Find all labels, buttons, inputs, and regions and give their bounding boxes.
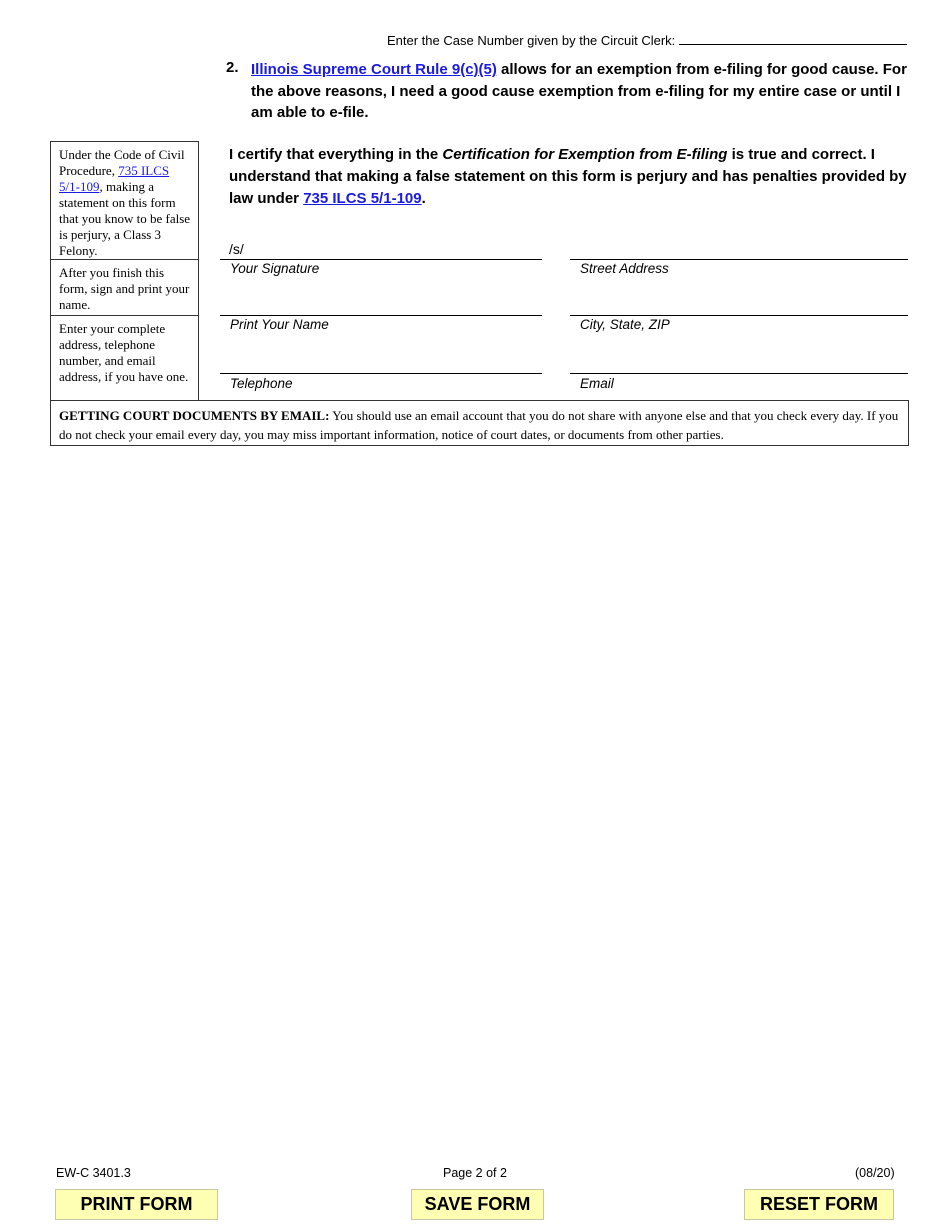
item-number: 2. [226,59,239,76]
item-2-text [251,59,911,124]
certification-title: Certification for Exemption from E-filing [442,146,728,163]
case-number-label: Enter the Case Number given by the Circuit Clerk: [387,33,676,48]
supreme-court-rule-link[interactable]: Illinois Supreme Court Rule 9(c)(5) [251,61,497,78]
sign-instruction-text: After you finish this form, sign and print your name. [59,265,190,312]
telephone-label: Telephone [230,376,293,391]
certification-text-2: is true and correct. I understand that making a false statement on this form is perjury and has penalties provided by law under [229,146,907,207]
ilcs-link-certification[interactable]: 735 ILCS 5/1-109 [303,190,422,207]
signature-field[interactable] [220,259,542,260]
address-instruction-text: Enter your complete address, telephone number, and email address, if you have one. [59,321,189,384]
certification-text-1: I certify that everything in the [229,146,443,163]
email-notice-body: You should use an email account that you do not share with anyone else and that you check every day. If you do not check your email every day, you may miss important information, notice of court dates, or documents from other parties. [59,408,899,442]
certification-statement [229,144,909,210]
street-address-label: Street Address [580,261,669,276]
revision-date: (08/20) [855,1166,895,1180]
sign-instruction-cell [50,259,199,316]
telephone-field[interactable] [220,373,542,374]
perjury-notice-text: Under the Code of Civil Procedure, [59,147,185,178]
city-state-zip-label: City, State, ZIP [580,317,670,332]
ilcs-link-sidebar[interactable]: 735 ILCS 5/1-109 [59,163,170,194]
item-2-body: allows for an exemption from e-filing for good cause. For the above reasons, I need a good cause exemption from e-filing for my entire case or until I am able to e-file. [251,61,907,121]
certification-text-3: . [421,190,426,207]
city-state-zip-field[interactable] [570,315,908,316]
print-name-field[interactable] [220,315,542,316]
save-form-button[interactable]: SAVE FORM [411,1189,544,1220]
signature-mark: /s/ [229,241,244,257]
your-signature-label: Your Signature [230,261,320,276]
page-indicator: Page 2 of 2 [443,1166,507,1180]
email-label: Email [580,376,614,391]
reset-form-button[interactable]: RESET FORM [744,1189,894,1220]
email-field[interactable] [570,373,908,374]
perjury-notice-text-end: , making a statement on this form that you know to be false is perjury, a Class 3 Felony. [59,179,191,258]
form-code: EW-C 3401.3 [56,1166,131,1180]
email-notice-heading: GETTING COURT DOCUMENTS BY EMAIL: [59,408,330,423]
case-number-field[interactable] [679,32,907,45]
perjury-notice-cell [50,141,199,260]
street-address-field[interactable] [570,259,908,260]
case-number-line [387,32,907,48]
email-notice-box [50,400,909,446]
address-instruction-cell [50,315,199,401]
print-name-label: Print Your Name [230,317,329,332]
print-form-button[interactable]: PRINT FORM [55,1189,218,1220]
